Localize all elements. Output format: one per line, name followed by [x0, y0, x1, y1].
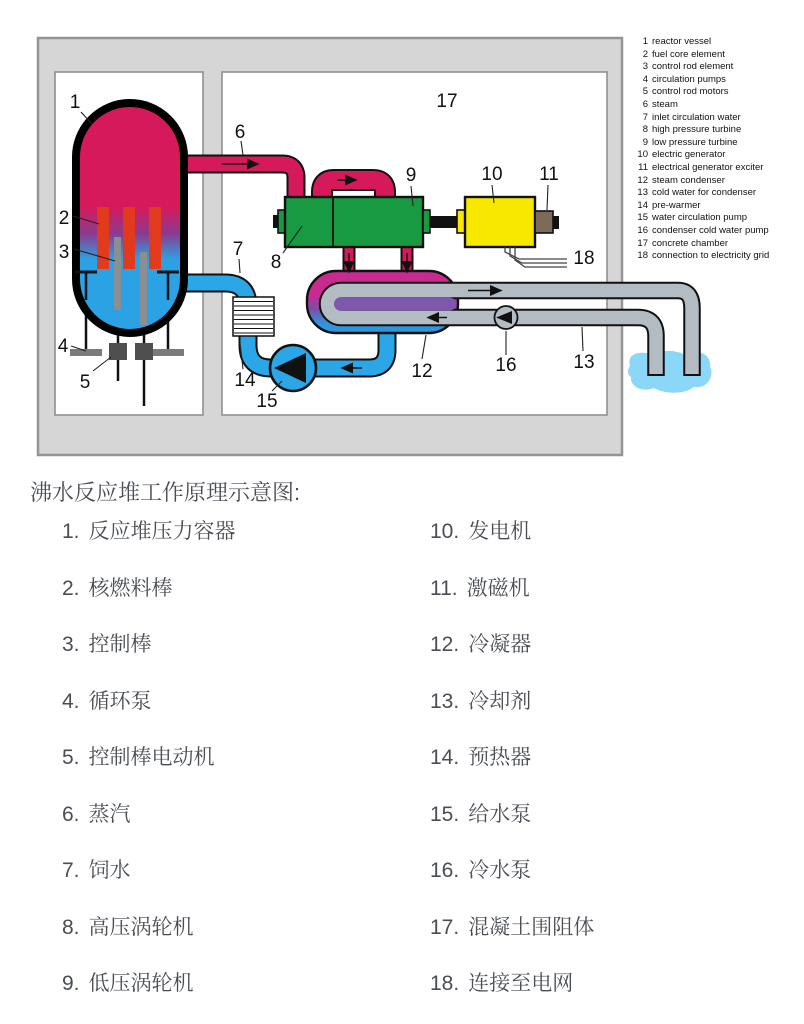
legend-en-num: 14: [637, 199, 648, 211]
diagram-label-13: 13: [573, 352, 595, 373]
legend-en-num: 12: [637, 174, 648, 186]
legend-en-text: electrical generator exciter: [652, 161, 764, 173]
condenser-hot-zone: [334, 298, 456, 311]
legend-zh-item: [430, 972, 594, 995]
legend-en-text: control rod motors: [652, 86, 729, 98]
legend-zh-num: 9.: [62, 972, 80, 995]
legend-en-num: 5: [642, 86, 648, 98]
legend-zh-item: [62, 859, 236, 882]
legend-en-row: [629, 49, 804, 62]
control-rod: [114, 237, 121, 310]
legend-zh-num: 13.: [430, 689, 460, 713]
legend-en-text: control rod element: [652, 61, 734, 73]
legend-en-text: connection to electricity grid: [652, 250, 770, 262]
legend-en-text: electric generator: [652, 149, 726, 161]
legend-en-row: [629, 162, 804, 175]
legend-zh-item: [430, 633, 594, 656]
caption-title: 沸水反应堆工作原理示意图:: [30, 480, 301, 505]
legend-en-num: 10: [637, 149, 648, 161]
legend-en-row: [629, 175, 804, 188]
feedwater-pump: [270, 345, 316, 391]
legend-zh-num: 15.: [430, 802, 460, 826]
legend-en-text: fuel core element: [652, 48, 725, 60]
control-rod-motor: [135, 343, 153, 360]
legend-en-row: [629, 36, 804, 49]
cooling-water-pump: [495, 306, 518, 329]
legend-en-text: cold water for condenser: [652, 187, 757, 199]
legend-zh-item: [430, 916, 594, 939]
legend-zh-item: [430, 690, 594, 713]
diagram-label-9: 9: [405, 165, 417, 186]
legend-zh-num: 8.: [62, 915, 80, 939]
legend-en-num: 16: [637, 224, 648, 236]
legend-zh-item: [62, 690, 236, 713]
legend-en-num: 6: [642, 98, 648, 110]
legend-zh-right-column: [430, 520, 594, 1024]
legend-en-num: 2: [642, 48, 648, 60]
legend-en-num: 11: [638, 161, 648, 173]
diagram-label-14: 14: [234, 370, 256, 391]
legend-en-text: circulation pumps: [652, 73, 726, 85]
legend-zh-label: 预热器: [468, 746, 532, 769]
legend-en-num: 4: [642, 73, 648, 85]
diagram-label-15: 15: [256, 391, 278, 412]
legend-english: [629, 36, 804, 263]
legend-zh-label: 冷水泵: [468, 859, 532, 882]
legend-zh-num: 17.: [430, 915, 460, 939]
legend-zh-label: 给水泵: [468, 802, 532, 826]
diagram-label-17: 17: [436, 91, 458, 112]
legend-zh-item: [62, 916, 236, 939]
legend-en-text: inlet circulation water: [652, 111, 741, 123]
legend-zh-label: 低压涡轮机: [88, 972, 194, 995]
control-rod-motor: [109, 343, 127, 360]
diagram-label-4: 4: [57, 336, 69, 357]
legend-zh-label: 高压涡轮机: [88, 915, 194, 939]
fuel-rod: [149, 207, 161, 269]
diagram-label-5: 5: [79, 372, 91, 393]
generator-left-bearing: [457, 210, 465, 233]
legend-zh-num: 4.: [62, 689, 80, 713]
diagram-label-1: 1: [69, 92, 81, 113]
legend-zh-label: 发电机: [468, 520, 532, 543]
legend-en-row: [629, 86, 804, 99]
diagram-label-11: 11: [539, 164, 559, 185]
legend-zh-num: 2.: [62, 576, 80, 600]
exciter-shaft-stub: [553, 216, 559, 229]
legend-zh-num: 7.: [62, 859, 80, 882]
legend-zh-num: 14.: [430, 746, 460, 769]
legend-en-row: [629, 250, 804, 263]
legend-en-num: 15: [637, 212, 648, 224]
legend-zh-item: [430, 859, 594, 882]
legend-zh-item: [62, 803, 236, 826]
legend-zh-item: [430, 746, 594, 769]
legend-zh-label: 冷却剂: [468, 689, 532, 713]
legend-zh-label: 反应堆压力容器: [88, 520, 236, 543]
legend-zh-label: 冷凝器: [468, 633, 532, 656]
legend-zh-num: 18.: [430, 972, 460, 995]
diagram-label-18: 18: [573, 248, 595, 269]
diagram-label-8: 8: [270, 252, 282, 273]
legend-en-text: pre-warmer: [652, 199, 701, 211]
legend-zh-label: 蒸汽: [88, 802, 131, 826]
legend-en-num: 8: [642, 124, 648, 136]
diagram-label-7: 7: [232, 239, 244, 260]
legend-en-text: reactor vessel: [652, 36, 712, 47]
legend-zh-label: 核燃料棒: [88, 576, 173, 600]
legend-en-text: steam condenser: [652, 174, 725, 186]
legend-zh-num: 5.: [62, 746, 80, 769]
legend-zh-label: 混凝土围阻体: [468, 915, 595, 939]
diagram-label-2: 2: [58, 208, 70, 229]
legend-zh-item: [62, 520, 236, 543]
legend-zh-left-column: [62, 520, 236, 1024]
diagram-label-6: 6: [234, 122, 246, 143]
diagram-label-16: 16: [495, 355, 517, 376]
legend-zh-num: 16.: [430, 859, 460, 882]
legend-zh-item: [62, 577, 236, 600]
legend-en-row: [629, 149, 804, 162]
circulation-pump: [152, 349, 184, 356]
legend-zh-label: 循环泵: [88, 689, 152, 713]
turbine-right-bearing: [423, 210, 430, 233]
turbine-generator-set: [273, 197, 559, 247]
legend-zh-item: [62, 972, 236, 995]
diagram-label-12: 12: [411, 361, 433, 382]
legend-en-row: [629, 137, 804, 150]
legend-en-num: 17: [637, 237, 648, 249]
legend-zh-item: [430, 577, 594, 600]
legend-en-num: 9: [642, 136, 648, 148]
fuel-rod: [97, 207, 109, 269]
legend-en-text: condenser cold water pump: [652, 224, 769, 236]
control-rod: [140, 252, 147, 325]
legend-zh-num: 1.: [62, 520, 80, 543]
legend-en-row: [629, 212, 804, 225]
legend-en-num: 7: [642, 111, 648, 123]
legend-zh-label: 连接至电网: [468, 972, 574, 995]
legend-en-text: low pressure turbine: [652, 136, 738, 148]
legend-en-row: [629, 200, 804, 213]
turbine-block: [285, 197, 423, 247]
legend-zh-item: [430, 520, 594, 543]
pre-warmer: [233, 297, 274, 336]
exciter: [535, 211, 553, 233]
generator: [465, 197, 535, 247]
drive-shaft: [430, 216, 457, 228]
legend-en-row: [629, 61, 804, 74]
legend-en-row: [629, 238, 804, 251]
legend-zh-label: 饲水: [88, 859, 131, 882]
legend-en-row: [629, 225, 804, 238]
legend-en-row: [629, 112, 804, 125]
legend-en-text: water circulation pump: [652, 212, 748, 224]
legend-zh-num: 3.: [62, 633, 80, 656]
legend-en-row: [629, 187, 804, 200]
legend-en-num: 13: [637, 187, 648, 199]
legend-zh-item: [430, 803, 594, 826]
legend-en-num: 18: [637, 250, 648, 262]
fuel-rod: [123, 207, 135, 269]
legend-zh-label: 控制棒电动机: [88, 746, 215, 769]
legend-en-num: 1: [642, 36, 648, 47]
legend-en-text: steam: [652, 98, 678, 110]
legend-zh-num: 10.: [430, 520, 460, 543]
diagram-label-10: 10: [481, 164, 503, 185]
legend-en-row: [629, 99, 804, 112]
legend-en-text: high pressure turbine: [652, 124, 742, 136]
legend-zh-num: 11.: [430, 576, 458, 600]
legend-zh-item: [62, 633, 236, 656]
circulation-pump: [70, 349, 102, 356]
legend-en-text: concrete chamber: [652, 237, 729, 249]
legend-zh-label: 激磁机: [466, 576, 530, 600]
diagram-label-3: 3: [58, 242, 70, 263]
legend-zh-num: 6.: [62, 802, 80, 826]
legend-en-num: 3: [642, 61, 648, 73]
legend-en-row: [629, 74, 804, 87]
legend-zh-label: 控制棒: [88, 633, 152, 656]
legend-zh-num: 12.: [430, 633, 460, 656]
legend-zh-item: [62, 746, 236, 769]
legend-en-row: [629, 124, 804, 137]
